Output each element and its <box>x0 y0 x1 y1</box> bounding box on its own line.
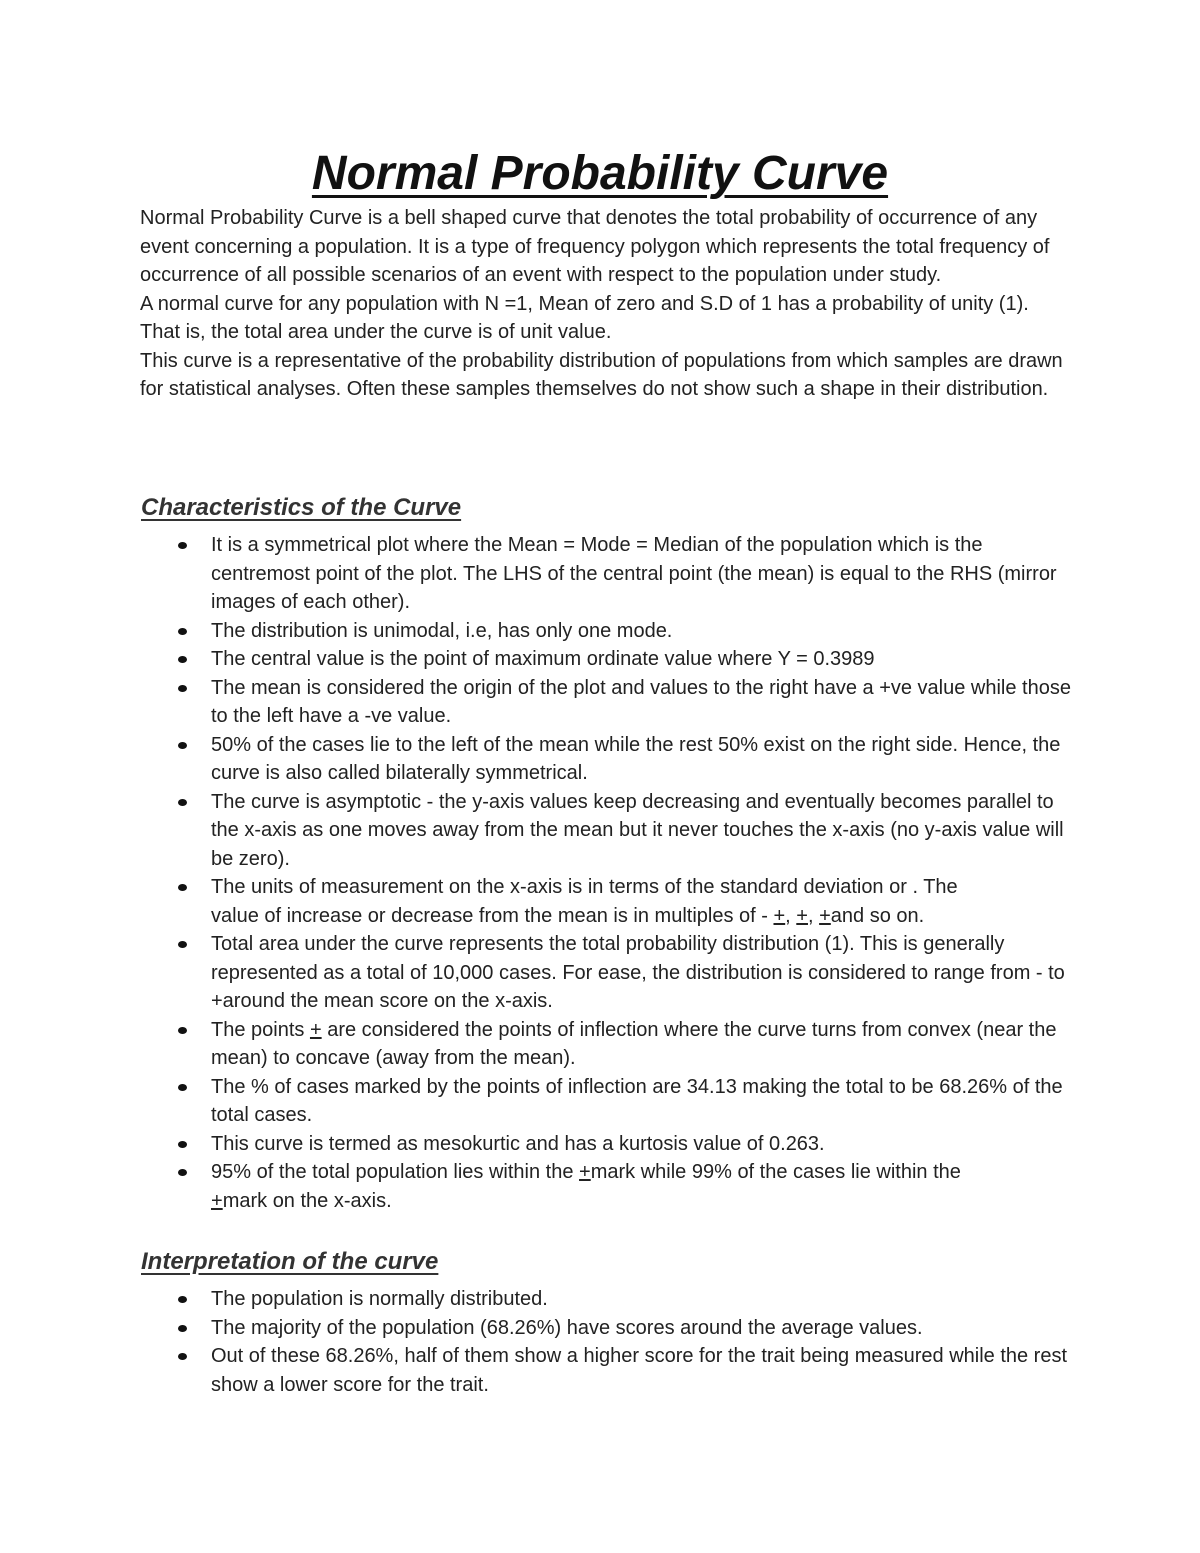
intro-paragraph: This curve is a representative of the probability distribution of populations from which samples are drawn for statistical analyses. Often these samples themselves do not show such a shape in their distribution. <box>140 349 1063 400</box>
bullet-icon <box>178 1027 187 1034</box>
list-item-text: value of increase or decrease from the mean is in multiples of - <box>211 904 774 927</box>
plus-minus-symbol: + <box>579 1161 591 1183</box>
list-item-text: 95% of the total population lies within the <box>211 1161 580 1183</box>
page-title: Normal Probability Curve <box>311 147 889 200</box>
list-item-text: The majority of the population (68.26%) have scores around the average values. <box>211 1316 923 1339</box>
list-item <box>211 731 1081 788</box>
intro-paragraph: A normal curve for any population with N =1, Mean of zero and S.D of 1 has a probability of unity (1). That is, the total area under the curve is of unit value. <box>140 292 1029 343</box>
list-item-text: The curve is asymptotic - the y-axis values keep decreasing and eventually becomes parallel to the x-axis as one moves away from the mean but it never touches the x-axis (no y-axis value will be zero). <box>211 790 1064 870</box>
bullet-icon <box>178 884 187 891</box>
list-item-text: mark while 99% of the cases lie within the <box>590 1161 961 1183</box>
bullet-icon <box>178 628 187 635</box>
list-item-text: 50% of the cases lie to the left of the mean while the rest 50% exist on the right side. Hence, the curve is also called bilaterally symmetrical. <box>211 733 1061 784</box>
bullet-icon <box>178 941 187 948</box>
list-item <box>211 674 1081 731</box>
bullet-icon <box>178 1296 187 1303</box>
interpretation-list <box>211 1285 1081 1399</box>
list-item <box>211 1314 1081 1343</box>
list-item-text: The central value is the point of maximum ordinate value where Y = 0.3989 <box>211 648 875 670</box>
bullet-icon <box>178 656 187 663</box>
plus-minus-symbol: + <box>796 904 808 927</box>
list-item: The units of measurement on the x-axis is in terms of the standard deviation or . The value of increase or decrease from the mean is in multiples of - +, +, +and so on. <box>211 873 1081 930</box>
list-item <box>211 788 1081 874</box>
list-item-text: Out of these 68.26%, half of them show a higher score for the trait being measured while the rest show a lower score for the trait. <box>211 1345 1068 1396</box>
plus-minus-symbol: + <box>773 904 786 927</box>
list-item-text: The points <box>211 1018 310 1041</box>
plus-minus-symbol: + <box>309 1018 322 1041</box>
intro-section <box>140 204 1070 404</box>
list-item-text: This curve is termed as mesokurtic and has a kurtosis value of 0.263. <box>211 1132 825 1155</box>
bullet-icon <box>178 1353 187 1360</box>
list-item-text: It is a symmetrical plot where the Mean = Mode = Median of the population which is the centremost point of the plot. The LHS of the central point (the mean) is equal to the RHS (mirror images of each other). <box>211 534 1057 613</box>
list-item <box>211 1073 1081 1130</box>
bullet-icon <box>178 542 187 549</box>
plus-minus-symbol: + <box>819 904 831 927</box>
list-item <box>211 1130 1081 1159</box>
list-item <box>211 645 1081 674</box>
list-item-text: The population is normally distributed. <box>211 1288 548 1310</box>
list-item-text: The distribution is unimodal, i.e, has only one mode. <box>211 619 673 642</box>
list-item-text: The % of cases marked by the points of inflection are 34.13 making the total to be 68.26% of the total cases. <box>211 1075 1063 1126</box>
bullet-icon <box>178 1141 187 1148</box>
list-item <box>211 617 1081 646</box>
list-item <box>211 1016 1081 1073</box>
characteristics-heading: Characteristics of the Curve <box>141 494 462 521</box>
list-item <box>211 930 1081 1016</box>
list-item-text: mark on the x-axis. <box>222 1189 392 1212</box>
list-item <box>211 1285 1081 1314</box>
list-item <box>211 1158 1081 1215</box>
bullet-icon <box>178 685 187 692</box>
list-item-text: Total area under the curve represents the total probability distribution (1). This is generally represented as a total of 10,000 cases. For ease, the distribution is considered to range from - to +around the mean score on the x-axis. <box>211 933 1065 1012</box>
list-item-text: The mean is considered the origin of the plot and values to the right have a +ve value while those to the left have a -ve value. <box>211 676 1071 727</box>
bullet-icon <box>178 1084 187 1091</box>
list-item <box>211 1342 1081 1399</box>
interpretation-heading: Interpretation of the curve <box>141 1248 439 1275</box>
bullet-icon <box>178 1325 187 1332</box>
list-item-text: and so on. <box>830 904 925 927</box>
list-item-text: are considered the points of inflection where the curve turns from convex (near the mean) to concave (away from the mean). <box>211 1018 1057 1069</box>
intro-paragraph: Normal Probability Curve is a bell shaped curve that denotes the total probability of occurrence of any event concerning a population. It is a type of frequency polygon which represents the total frequency of occurrence of all possible scenarios of an event with respect to the population under study. <box>140 207 1050 286</box>
plus-minus-symbol: + <box>211 1189 223 1212</box>
list-item-text: The units of measurement on the x-axis is in terms of the standard deviation or . The <box>211 876 958 898</box>
list-item <box>211 531 1081 617</box>
bullet-icon <box>178 742 187 749</box>
characteristics-list <box>211 531 1081 1215</box>
bullet-icon <box>178 1169 187 1176</box>
bullet-icon <box>178 799 187 806</box>
